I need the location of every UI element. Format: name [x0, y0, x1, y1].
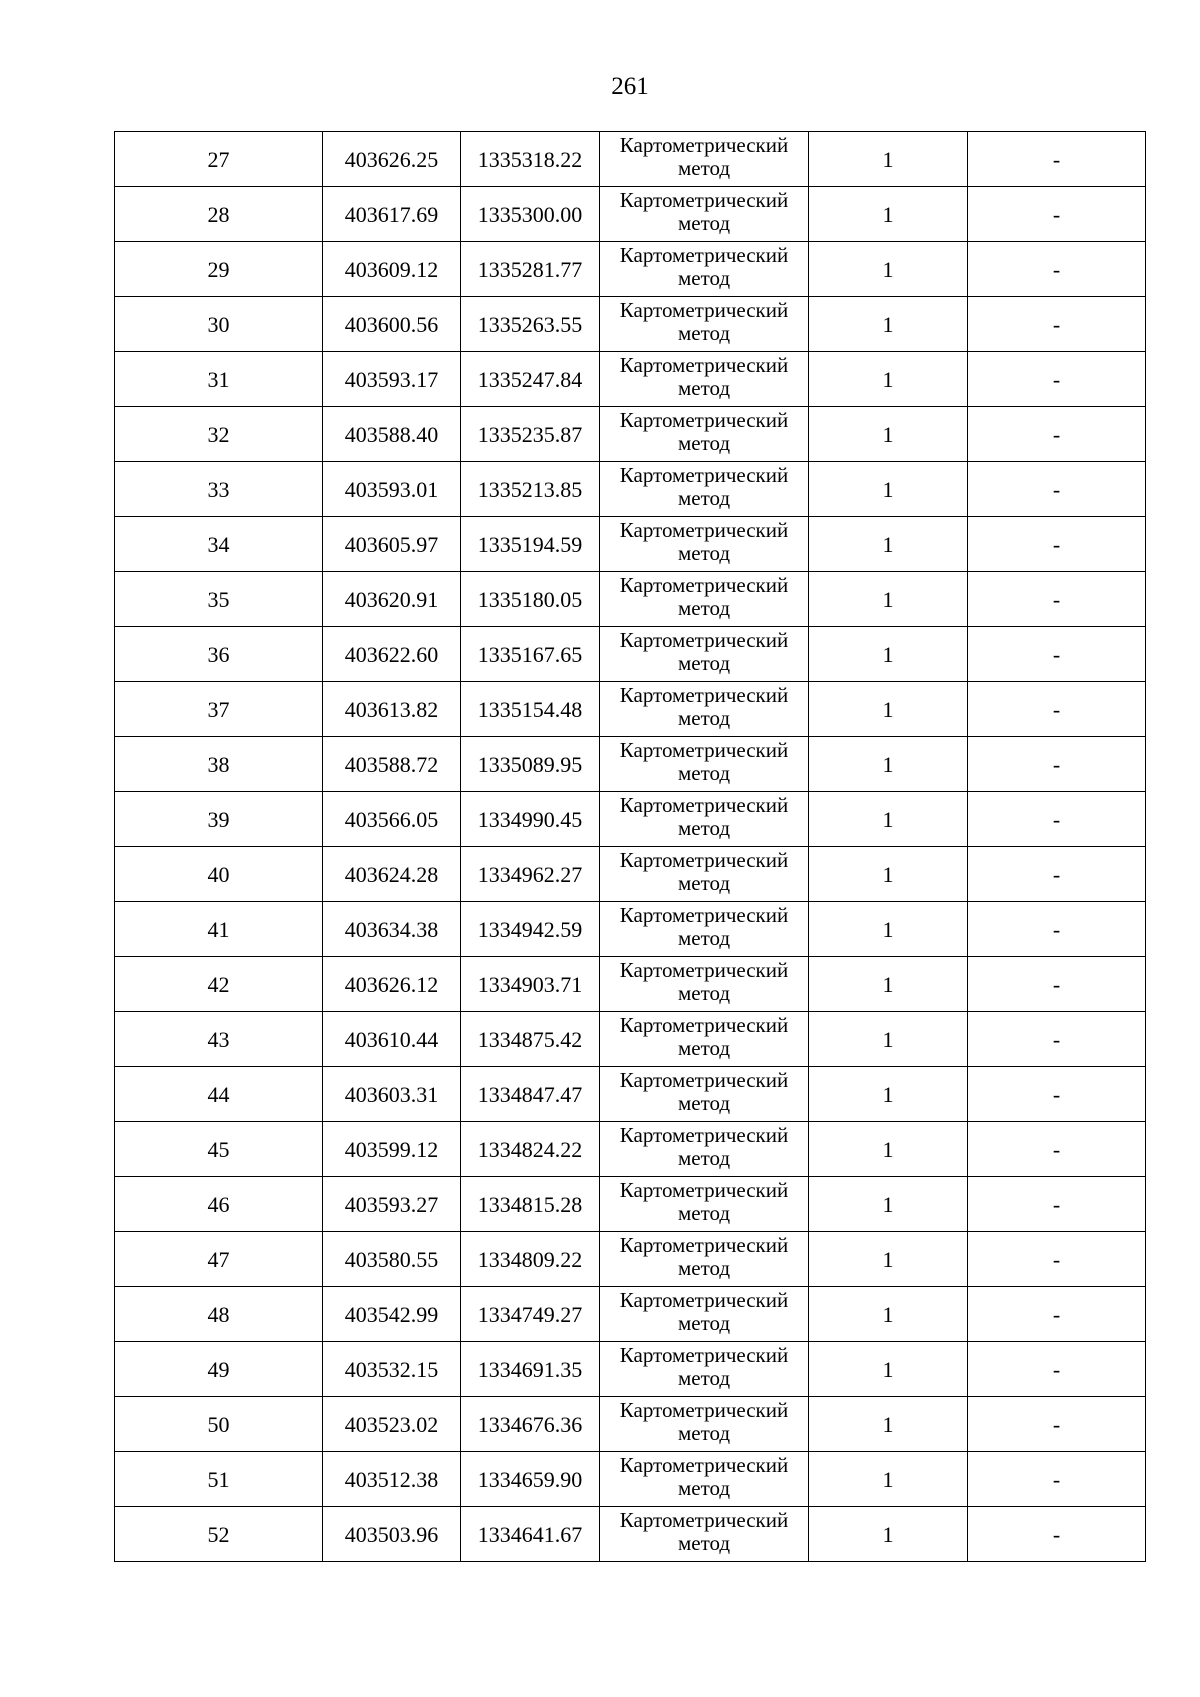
note-cell: -: [968, 1397, 1146, 1452]
method-line-2: метод: [677, 1311, 731, 1335]
table-row: [115, 1177, 1146, 1232]
note-cell: -: [968, 737, 1146, 792]
point-number-cell: 32: [115, 407, 323, 462]
y-coordinate-cell: 1335194.59: [461, 517, 600, 572]
method-line-2: метод: [677, 156, 731, 180]
note-cell: -: [968, 407, 1146, 462]
method-line-2: метод: [677, 596, 731, 620]
method-cell: [600, 792, 809, 847]
method-line-1: Картометрический: [619, 573, 789, 597]
method-cell: [600, 572, 809, 627]
accuracy-cell: 1: [809, 1507, 968, 1562]
method-line-1: Картометрический: [619, 353, 789, 377]
method-cell: [600, 1342, 809, 1397]
method-line-1: Картометрический: [619, 1178, 789, 1202]
method-line-1: Картометрический: [619, 1288, 789, 1312]
method-line-1: Картометрический: [619, 243, 789, 267]
method-line-2: метод: [677, 486, 731, 510]
note-cell: -: [968, 1507, 1146, 1562]
accuracy-cell: 1: [809, 187, 968, 242]
accuracy-cell: 1: [809, 1397, 968, 1452]
method-line-2: метод: [677, 1091, 731, 1115]
y-coordinate-cell: 1335318.22: [461, 132, 600, 187]
accuracy-cell: 1: [809, 957, 968, 1012]
point-number-cell: 50: [115, 1397, 323, 1452]
y-coordinate-cell: 1335167.65: [461, 627, 600, 682]
point-number-cell: 30: [115, 297, 323, 352]
y-coordinate-cell: 1335089.95: [461, 737, 600, 792]
accuracy-cell: 1: [809, 682, 968, 737]
point-number-cell: 27: [115, 132, 323, 187]
note-cell: -: [968, 462, 1146, 517]
point-number-cell: 48: [115, 1287, 323, 1342]
table-row: [115, 242, 1146, 297]
y-coordinate-cell: 1334990.45: [461, 792, 600, 847]
table-row: [115, 1067, 1146, 1122]
method-cell: [600, 1397, 809, 1452]
method-cell: [600, 1507, 809, 1562]
method-line-2: метод: [677, 266, 731, 290]
accuracy-cell: 1: [809, 1012, 968, 1067]
method-line-1: Картометрический: [619, 958, 789, 982]
method-cell: [600, 132, 809, 187]
table-row: [115, 1012, 1146, 1067]
x-coordinate-cell: 403610.44: [323, 1012, 461, 1067]
point-number-cell: 33: [115, 462, 323, 517]
method-line-1: Картометрический: [619, 1508, 789, 1532]
accuracy-cell: 1: [809, 847, 968, 902]
accuracy-cell: 1: [809, 1232, 968, 1287]
table-row: [115, 1232, 1146, 1287]
note-cell: -: [968, 792, 1146, 847]
method-cell: [600, 847, 809, 902]
point-number-cell: 45: [115, 1122, 323, 1177]
accuracy-cell: 1: [809, 517, 968, 572]
method-line-1: Картометрический: [619, 1013, 789, 1037]
accuracy-cell: 1: [809, 407, 968, 462]
method-cell: [600, 1122, 809, 1177]
y-coordinate-cell: 1334815.28: [461, 1177, 600, 1232]
y-coordinate-cell: 1334942.59: [461, 902, 600, 957]
table-row: [115, 517, 1146, 572]
method-line-1: Картометрический: [619, 1068, 789, 1092]
x-coordinate-cell: 403593.27: [323, 1177, 461, 1232]
method-line-2: метод: [677, 431, 731, 455]
method-line-1: Картометрический: [619, 133, 789, 157]
note-cell: -: [968, 627, 1146, 682]
table-row: [115, 737, 1146, 792]
method-cell: [600, 682, 809, 737]
x-coordinate-cell: 403593.01: [323, 462, 461, 517]
y-coordinate-cell: 1335180.05: [461, 572, 600, 627]
table-row: [115, 572, 1146, 627]
note-cell: -: [968, 297, 1146, 352]
method-cell: [600, 352, 809, 407]
table-row: [115, 1397, 1146, 1452]
x-coordinate-cell: 403603.31: [323, 1067, 461, 1122]
y-coordinate-cell: 1335281.77: [461, 242, 600, 297]
method-line-2: метод: [677, 1366, 731, 1390]
x-coordinate-cell: 403588.40: [323, 407, 461, 462]
x-coordinate-cell: 403624.28: [323, 847, 461, 902]
method-cell: [600, 462, 809, 517]
point-number-cell: 44: [115, 1067, 323, 1122]
accuracy-cell: 1: [809, 352, 968, 407]
x-coordinate-cell: 403626.25: [323, 132, 461, 187]
table-row: [115, 792, 1146, 847]
point-number-cell: 34: [115, 517, 323, 572]
x-coordinate-cell: 403600.56: [323, 297, 461, 352]
table-row: [115, 187, 1146, 242]
method-line-2: метод: [677, 1256, 731, 1280]
method-line-2: метод: [677, 211, 731, 235]
x-coordinate-cell: 403622.60: [323, 627, 461, 682]
point-number-cell: 47: [115, 1232, 323, 1287]
y-coordinate-cell: 1335247.84: [461, 352, 600, 407]
note-cell: -: [968, 352, 1146, 407]
x-coordinate-cell: 403620.91: [323, 572, 461, 627]
method-line-2: метод: [677, 1531, 731, 1555]
accuracy-cell: 1: [809, 1122, 968, 1177]
y-coordinate-cell: 1334875.42: [461, 1012, 600, 1067]
accuracy-cell: 1: [809, 1177, 968, 1232]
method-line-1: Картометрический: [619, 848, 789, 872]
x-coordinate-cell: 403566.05: [323, 792, 461, 847]
coordinates-table: [114, 131, 1146, 1562]
note-cell: -: [968, 1012, 1146, 1067]
table-row: [115, 297, 1146, 352]
y-coordinate-cell: 1334962.27: [461, 847, 600, 902]
accuracy-cell: 1: [809, 1287, 968, 1342]
accuracy-cell: 1: [809, 132, 968, 187]
point-number-cell: 35: [115, 572, 323, 627]
x-coordinate-cell: 403617.69: [323, 187, 461, 242]
method-line-2: метод: [677, 981, 731, 1005]
accuracy-cell: 1: [809, 572, 968, 627]
accuracy-cell: 1: [809, 1452, 968, 1507]
table-row: [115, 1287, 1146, 1342]
method-line-1: Картометрический: [619, 793, 789, 817]
note-cell: -: [968, 572, 1146, 627]
page-number: 261: [611, 73, 649, 100]
x-coordinate-cell: 403609.12: [323, 242, 461, 297]
method-cell: [600, 187, 809, 242]
y-coordinate-cell: 1334903.71: [461, 957, 600, 1012]
table-row: [115, 1507, 1146, 1562]
method-cell: [600, 737, 809, 792]
table-row: [115, 627, 1146, 682]
accuracy-cell: 1: [809, 902, 968, 957]
note-cell: -: [968, 242, 1146, 297]
table-row: [115, 1342, 1146, 1397]
method-line-1: Картометрический: [619, 408, 789, 432]
note-cell: -: [968, 1232, 1146, 1287]
method-line-2: метод: [677, 1476, 731, 1500]
point-number-cell: 38: [115, 737, 323, 792]
table-row: [115, 352, 1146, 407]
note-cell: -: [968, 132, 1146, 187]
point-number-cell: 46: [115, 1177, 323, 1232]
method-line-1: Картометрический: [619, 683, 789, 707]
method-line-2: метод: [677, 1146, 731, 1170]
method-line-1: Картометрический: [619, 518, 789, 542]
x-coordinate-cell: 403613.82: [323, 682, 461, 737]
table-row: [115, 462, 1146, 517]
note-cell: -: [968, 957, 1146, 1012]
method-line-2: метод: [677, 706, 731, 730]
note-cell: -: [968, 902, 1146, 957]
method-line-2: метод: [677, 1421, 731, 1445]
note-cell: -: [968, 1177, 1146, 1232]
y-coordinate-cell: 1334809.22: [461, 1232, 600, 1287]
x-coordinate-cell: 403634.38: [323, 902, 461, 957]
y-coordinate-cell: 1334676.36: [461, 1397, 600, 1452]
method-line-2: метод: [677, 321, 731, 345]
point-number-cell: 31: [115, 352, 323, 407]
y-coordinate-cell: 1334749.27: [461, 1287, 600, 1342]
table-row: [115, 1122, 1146, 1177]
method-line-2: метод: [677, 651, 731, 675]
note-cell: -: [968, 517, 1146, 572]
point-number-cell: 43: [115, 1012, 323, 1067]
point-number-cell: 37: [115, 682, 323, 737]
method-line-1: Картометрический: [619, 1233, 789, 1257]
y-coordinate-cell: 1335300.00: [461, 187, 600, 242]
method-line-2: метод: [677, 926, 731, 950]
x-coordinate-cell: 403593.17: [323, 352, 461, 407]
method-cell: [600, 627, 809, 682]
method-cell: [600, 242, 809, 297]
y-coordinate-cell: 1335263.55: [461, 297, 600, 352]
note-cell: -: [968, 187, 1146, 242]
x-coordinate-cell: 403599.12: [323, 1122, 461, 1177]
method-cell: [600, 297, 809, 352]
table-row: [115, 132, 1146, 187]
table-row: [115, 682, 1146, 737]
method-line-2: метод: [677, 871, 731, 895]
method-line-1: Картометрический: [619, 628, 789, 652]
point-number-cell: 49: [115, 1342, 323, 1397]
method-cell: [600, 407, 809, 462]
accuracy-cell: 1: [809, 1342, 968, 1397]
coordinates-table-body: [115, 132, 1146, 1562]
x-coordinate-cell: 403588.72: [323, 737, 461, 792]
point-number-cell: 29: [115, 242, 323, 297]
x-coordinate-cell: 403532.15: [323, 1342, 461, 1397]
note-cell: -: [968, 1122, 1146, 1177]
table-row: [115, 1452, 1146, 1507]
y-coordinate-cell: 1334641.67: [461, 1507, 600, 1562]
method-line-2: метод: [677, 541, 731, 565]
y-coordinate-cell: 1335154.48: [461, 682, 600, 737]
method-cell: [600, 1452, 809, 1507]
method-cell: [600, 902, 809, 957]
method-cell: [600, 1067, 809, 1122]
y-coordinate-cell: 1334691.35: [461, 1342, 600, 1397]
note-cell: -: [968, 1452, 1146, 1507]
method-cell: [600, 517, 809, 572]
accuracy-cell: 1: [809, 242, 968, 297]
table-row: [115, 407, 1146, 462]
x-coordinate-cell: 403580.55: [323, 1232, 461, 1287]
x-coordinate-cell: 403542.99: [323, 1287, 461, 1342]
accuracy-cell: 1: [809, 792, 968, 847]
method-cell: [600, 1012, 809, 1067]
accuracy-cell: 1: [809, 297, 968, 352]
x-coordinate-cell: 403605.97: [323, 517, 461, 572]
method-line-1: Картометрический: [619, 903, 789, 927]
y-coordinate-cell: 1334824.22: [461, 1122, 600, 1177]
x-coordinate-cell: 403503.96: [323, 1507, 461, 1562]
method-line-1: Картометрический: [619, 1343, 789, 1367]
point-number-cell: 51: [115, 1452, 323, 1507]
point-number-cell: 42: [115, 957, 323, 1012]
method-line-2: метод: [677, 761, 731, 785]
method-line-2: метод: [677, 1201, 731, 1225]
method-cell: [600, 957, 809, 1012]
y-coordinate-cell: 1335213.85: [461, 462, 600, 517]
accuracy-cell: 1: [809, 627, 968, 682]
note-cell: -: [968, 1342, 1146, 1397]
method-line-1: Картометрический: [619, 738, 789, 762]
method-line-2: метод: [677, 1036, 731, 1060]
method-line-1: Картометрический: [619, 188, 789, 212]
method-line-2: метод: [677, 376, 731, 400]
note-cell: -: [968, 682, 1146, 737]
method-line-2: метод: [677, 816, 731, 840]
note-cell: -: [968, 1067, 1146, 1122]
method-cell: [600, 1232, 809, 1287]
point-number-cell: 41: [115, 902, 323, 957]
note-cell: -: [968, 1287, 1146, 1342]
y-coordinate-cell: 1334659.90: [461, 1452, 600, 1507]
table-row: [115, 847, 1146, 902]
point-number-cell: 52: [115, 1507, 323, 1562]
method-line-1: Картометрический: [619, 1398, 789, 1422]
accuracy-cell: 1: [809, 462, 968, 517]
accuracy-cell: 1: [809, 1067, 968, 1122]
accuracy-cell: 1: [809, 737, 968, 792]
point-number-cell: 39: [115, 792, 323, 847]
table-row: [115, 957, 1146, 1012]
point-number-cell: 40: [115, 847, 323, 902]
x-coordinate-cell: 403523.02: [323, 1397, 461, 1452]
x-coordinate-cell: 403512.38: [323, 1452, 461, 1507]
table-row: [115, 902, 1146, 957]
method-line-1: Картометрический: [619, 298, 789, 322]
y-coordinate-cell: 1334847.47: [461, 1067, 600, 1122]
method-line-1: Картометрический: [619, 1453, 789, 1477]
x-coordinate-cell: 403626.12: [323, 957, 461, 1012]
method-line-1: Картометрический: [619, 463, 789, 487]
method-line-1: Картометрический: [619, 1123, 789, 1147]
y-coordinate-cell: 1335235.87: [461, 407, 600, 462]
point-number-cell: 36: [115, 627, 323, 682]
method-cell: [600, 1177, 809, 1232]
note-cell: -: [968, 847, 1146, 902]
method-cell: [600, 1287, 809, 1342]
point-number-cell: 28: [115, 187, 323, 242]
